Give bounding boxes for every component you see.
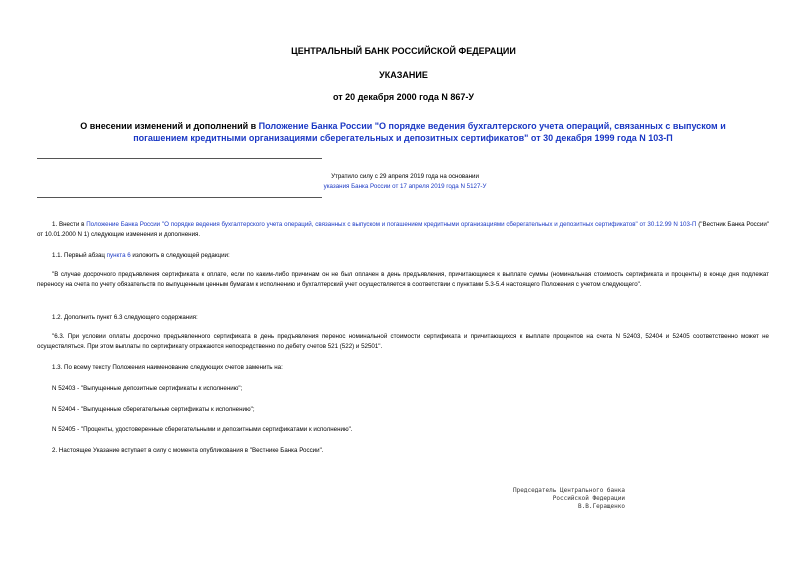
quoted-paragraph-6-3: "6.3. При условии оплаты досрочно предъявленного сертификата в день предъявления перенос номинальной стоимости сертификата и причитающихся к выплате процентов на счета N 52403, 52404 и 52405 соответственно может не осуществляться. При этом выплаты по сертификату отражаются непосредственно по дебету счетов 521 (522) и 52501". — [37, 333, 769, 350]
paragraph-1-1 — [37, 251, 769, 261]
repeal-directive-link[interactable]: указания Банка России от 17 апреля 2019 года N 5127-У — [323, 183, 487, 190]
signatory-title: Председатель Центрального банка — [513, 487, 625, 494]
quoted-paragraph-6: "В случае досрочного предъявления сертификата к оплате, если по каким-либо причинам он не был оплачен в день предъявления, причитающиеся к выплате суммы (номинальная стоимость сертификата и проценты) в конце дня подлежат переносу на счета по учету обязательств по выпущенным ценным бумагам к исполнению и бухгалтерский учет осуществляется в соответствии с пунктами 5.3-5.4 настоящего Положения с учетом следующего". — [37, 271, 769, 288]
signatory-country: Российской Федерации — [552, 495, 625, 502]
paragraph-1-3: 1.3. По всему тексту Положения наименование следующих счетов заменить на: — [52, 364, 283, 371]
account-52405: N 52405 - "Проценты, удостоверенные сберегательными и депозитными сертификатами к исполнению". — [52, 426, 353, 433]
paragraph-1-1-suffix: изложить в следующей редакции: — [130, 252, 230, 259]
paragraph-1 — [37, 220, 769, 240]
paragraph-2: 2. Настоящее Указание вступает в силу с момента опубликования в "Вестнике Банка России". — [52, 447, 324, 454]
regulation-103p-link[interactable]: Положение Банка России "О порядке ведения бухгалтерского учета операций, связанных с выпуском и погашением кредитными организациями сберегательных и депозитных сертификатов" от 30.12.99 N 103-П — [86, 221, 697, 228]
point-6-link[interactable]: пункта 6 — [106, 252, 131, 259]
document-date-number: от 20 декабря 2000 года N 867-У — [333, 92, 474, 102]
account-52404: N 52404 - "Выпущенные сберегательные сертификаты к исполнению"; — [52, 406, 255, 413]
document-title — [58, 120, 748, 144]
paragraph-1-1-prefix: 1.1. Первый абзац — [52, 252, 107, 259]
divider-bottom — [37, 197, 322, 198]
paragraph-1-2: 1.2. Дополнить пункт 6.3 следующего содержания: — [52, 314, 198, 321]
status-note-link-line — [240, 182, 570, 192]
document-type: УКАЗАНИЕ — [379, 70, 428, 80]
issuer-heading: ЦЕНТРАЛЬНЫЙ БАНК РОССИЙСКОЙ ФЕДЕРАЦИИ — [291, 46, 516, 56]
signatory-name: В.В.Геращенко — [578, 503, 625, 510]
status-note: Утратило силу с 29 апреля 2019 года на основании — [331, 173, 479, 180]
paragraph-1-suffix: ("Вестник Банка России" от 10.01.2000 N 1) следующие изменения и дополнения. — [37, 221, 769, 238]
paragraph-1-prefix: 1. Внести в — [52, 221, 87, 228]
account-52403: N 52403 - "Выпущенные депозитные сертификаты к исполнению"; — [52, 385, 243, 392]
divider-top — [37, 158, 322, 159]
title-regulation-link[interactable]: Положение Банка России "О порядке ведения бухгалтерского учета операций, связанных с выпуском и погашением кредитными организациями сберегательных и депозитных сертификатов" от 30 декабря 1999 года N 103-П — [133, 121, 726, 143]
title-prefix: О внесении изменений и дополнений в — [80, 121, 259, 131]
